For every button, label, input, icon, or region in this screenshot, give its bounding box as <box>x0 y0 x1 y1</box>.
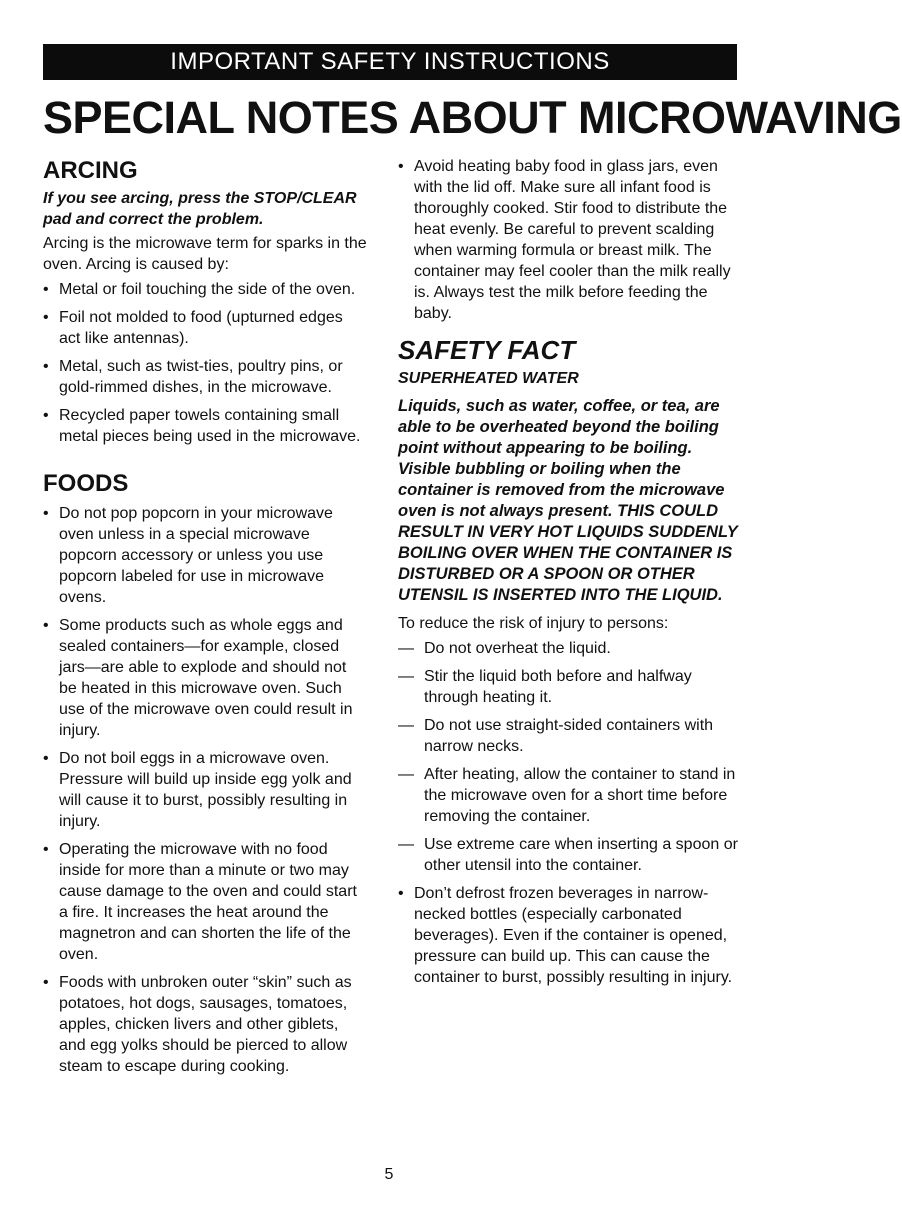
bullet-icon: • <box>398 158 404 175</box>
bullet-icon: • <box>43 309 49 326</box>
dash-icon: — <box>398 836 414 853</box>
bullet-icon: • <box>43 841 49 858</box>
dash-icon: — <box>398 640 414 657</box>
superheated-water-subheading: SUPERHEATED WATER <box>398 370 579 387</box>
list-item: — Do not overheat the liquid. <box>398 640 611 657</box>
list-item: — After heating, allow the container to stand in the microwave oven for a short time before removing the container. <box>398 766 736 825</box>
right-column <box>398 156 743 995</box>
bullet-icon: • <box>43 750 49 767</box>
list-item: • Some products such as whole eggs and sealed containers—for example, closed jars—are able to explode and should not be heated in this microwave oven. Such use of the microwave oven could result in injury. <box>43 617 353 739</box>
arcing-body: Arcing is the microwave term for sparks in the oven. Arcing is caused by: <box>43 235 367 273</box>
bullet-icon: • <box>43 505 49 522</box>
list-item: • Metal or foil touching the side of the oven. <box>43 281 356 298</box>
list-item: • Foods with unbroken outer “skin” such as potatoes, hot dogs, sausages, tomatoes, apples, chicken livers and other giblets, and egg yolks should be pierced to allow steam to escape during cooking. <box>43 974 352 1075</box>
arcing-intro: If you see arcing, press the STOP/CLEAR pad and correct the problem. <box>43 190 357 228</box>
list-item: • Operating the microwave with no food inside for more than a minute or two may cause damage to the oven and could start a fire. It increases the heat around the magnetron and can shorten the life of the oven. <box>43 841 357 963</box>
arcing-list <box>43 279 368 447</box>
bullet-icon: • <box>43 358 49 375</box>
arcing-heading: ARCING <box>43 157 138 184</box>
foods-list-continued <box>398 156 743 324</box>
dash-icon: — <box>398 766 414 783</box>
list-item: • Avoid heating baby food in glass jars, even with the lid off. Make sure all infant food is thoroughly cooked. Stir food to distribute the heat evenly. Be careful to prevent scalding when warming formula or breast milk. The container may feel cooler than the milk really is. Always test the milk before feeding the baby. <box>398 158 731 322</box>
foods-heading: FOODS <box>43 470 129 497</box>
list-item: • Do not boil eggs in a microwave oven. Pressure will build up inside egg yolk and will cause it to burst, possibly resulting in injury. <box>43 750 352 830</box>
dash-icon: — <box>398 717 414 734</box>
list-item: • Don’t defrost frozen beverages in narrow-necked bottles (especially carbonated beverages). Even if the container is opened, pressure can build up. This can cause the container to burst, possibly resulting in injury. <box>398 885 733 986</box>
bullet-icon: • <box>398 885 404 902</box>
superheated-warning: Liquids, such as water, coffee, or tea, are able to be overheated beyond the boiling point without appearing to be boiling. Visible bubbling or boiling when the container is removed from the microwave oven is not always present. THIS COULD RESULT IN VERY HOT LIQUIDS SUDDENLY BOILING OVER WHEN THE CONTAINER IS DISTURBED OR A SPOON OR OTHER UTENSIL IS INSERTED INTO THE LIQUID. <box>398 397 738 604</box>
list-item: • Foil not molded to food (upturned edges act like antennas). <box>43 309 343 347</box>
bullet-icon: • <box>43 281 49 298</box>
safety-steps <box>398 638 743 876</box>
list-item: — Do not use straight-sided containers with narrow necks. <box>398 717 714 755</box>
list-item: — Use extreme care when inserting a spoon or other utensil into the container. <box>398 836 738 874</box>
safety-fact-heading: SAFETY FACT <box>398 335 576 365</box>
bullet-icon: • <box>43 974 49 991</box>
page-title: SPECIAL NOTES ABOUT MICROWAVING <box>43 92 902 143</box>
safety-banner: IMPORTANT SAFETY INSTRUCTIONS <box>43 44 737 80</box>
bullet-icon: • <box>43 617 49 634</box>
list-item: — Stir the liquid both before and halfway through heating it. <box>398 668 692 706</box>
dash-icon: — <box>398 668 414 685</box>
risk-lead: To reduce the risk of injury to persons: <box>398 615 669 632</box>
foods-list <box>43 503 368 1077</box>
page-number: 5 <box>384 1166 394 1183</box>
safety-final-list <box>398 883 743 988</box>
list-item: • Recycled paper towels containing small metal pieces being used in the microwave. <box>43 407 361 445</box>
bullet-icon: • <box>43 407 49 424</box>
list-item: • Do not pop popcorn in your microwave oven unless in a special microwave popcorn accessory or unless you use popcorn labeled for use in microwave ovens. <box>43 505 333 606</box>
list-item: • Metal, such as twist-ties, poultry pins, or gold-rimmed dishes, in the microwave. <box>43 358 343 396</box>
left-column <box>43 156 368 1084</box>
